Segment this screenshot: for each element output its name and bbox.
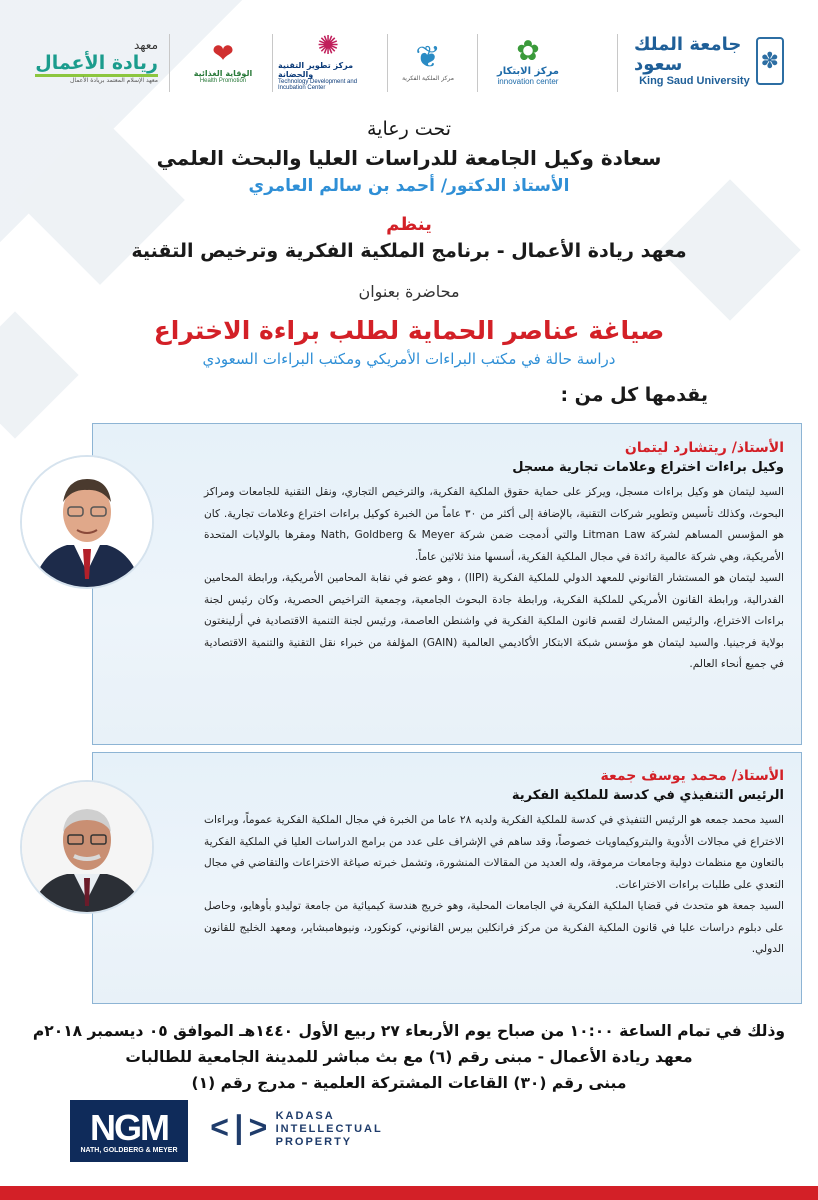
ngm-logo [70, 1100, 188, 1162]
speaker-details [204, 438, 784, 676]
lightbulb-icon: ✿ [516, 34, 540, 67]
speaker-photo [20, 780, 154, 914]
ip-center-logo [393, 22, 463, 100]
lecture-title: صياغة عناصر الحماية لطلب براءة الاختراع [153, 316, 665, 345]
speaker-details [204, 766, 784, 961]
hand-leaf-icon: ❦ [415, 40, 441, 75]
logo-divider [272, 34, 273, 92]
vice-rector-line: سعادة وكيل الجامعة للدراسات العليا والبحث العلمي [156, 146, 662, 170]
bio-paragraph: السيد ليتمان هو المستشار القانوني للمعهد الدولي للملكية الفكرية (IIPI) ، وهو عضو في نقابة المحامين الأمريكية، ورابطة المحامين الفدرالية، ورابطة القانون الأمريكي للملكية الفكرية، ورابطة جادة البحوث الجامعية، وجمعية التراخيص الحصرية، وكان رئيس لجنة براءات الاختراع، والرئيس المشارك لقسم قانون الملكية الفكرية في واشنطن العاصمة، ورئيس لجنة التنمية الاقتصادية في أرلينغتون بولاية فرجينيا. والسيد ليتمان هو مؤسس شبكة الابتكار الأكاديمي العالمية (GAIN) المؤلفة من خبراء نقل التقنية والتنمية الاقتصادية في جميع أنحاء العالم. [204, 572, 785, 670]
logo-divider [387, 34, 388, 92]
kadasa-line: KADASA [275, 1110, 335, 1122]
sponsor-name: الأستاذ الدكتور/ أحمد بن سالم العامري [248, 176, 570, 196]
prevention-label-en: Health Promotion [199, 77, 247, 84]
kadasa-line: PROPERTY [275, 1136, 353, 1148]
ip-center-label: مركز الملكية الفكرية [402, 75, 454, 82]
speaker-role: الرئيس التنفيذي في كدسة للملكية الفكرية [511, 788, 784, 803]
speaker-role: وكيل براءات اختراع وعلامات تجارية مسجل [512, 460, 784, 475]
logo-divider [477, 34, 478, 92]
prevention-label-ar: الوقاية الغذائية [193, 68, 253, 78]
ngm-logo-text: NGM [90, 1106, 168, 1148]
lecture-label: محاضرة بعنوان [358, 282, 460, 301]
ksu-name-en: King Saud University [639, 75, 750, 87]
entre-main-label: ريادة الأعمال [35, 52, 158, 77]
organizes-label: ينظم [386, 214, 432, 235]
gear-cluster-icon: ✺ [317, 31, 339, 61]
bio-paragraph: السيد محمد جمعه هو الرئيس التنفيذي في كدسة للملكية الفكرية ولديه ٢٨ عاما من الخبرة في مجال الملكية الفكرية عموماً، وبراءات الاختراع في مجالات الأدوية والبتروكيماويات خصوصاً، وقد ساهم في الإشراف على عدد من برامج الدراسات العليا في الملكية الفكرية بالتعاون مع منظمات دولية وجامعات مرموقة، وله العديد من المقالات المنشورة، وتشمل خبرته صياغة الاختراعات والتقاضي في مجال التعدي على طلبات براءات الاختراعات. [204, 814, 784, 891]
innovation-label-en: innovation center [497, 77, 559, 86]
palm-emblem-icon: ✽ [756, 37, 784, 85]
ngm-logo-subtext: NATH, GOLDBERG & MEYER [80, 1146, 178, 1154]
lecture-subtitle: دراسة حالة في مكتب البراءات الأمريكي ومكتب البراءات السعودي [202, 350, 616, 368]
bio-paragraph: السيد ليتمان هو وكيل براءات مسجل، ويركز على حماية حقوق الملكية الفكرية، والترخيص التجاري، ونقل التقنية للجامعات ومراكز البحوث، وكذلك تأسيس وتطوير شركات التقنية، بالإضافة إلى أكثر من ٣٠ عاماً من الخبرة كوكيل براءات اختراع وعلامات تجارية. كان هو المؤسس المساهم لشركة Litman Law والتي أدمجت ضمن شركة Nath, Goldberg & Meyer ومقرها بالولايات المتحدة الأمريكية، وهي شركة عالمية رائدة في مجال الملكية الفكرية، أسسها منذ ثلاثين عاماً. [204, 486, 784, 563]
bottom-accent-bar [0, 1186, 818, 1200]
tech-label-ar: مركز تطوير التقنية والحضانة [278, 61, 354, 79]
speaker-photo [20, 455, 154, 589]
entrepreneurship-logo [18, 22, 158, 100]
logo-row [0, 22, 818, 102]
tech-label-en: Technology Development and Incubation Center [278, 79, 358, 91]
entre-sub-label: معهد الإسلام المعتمد بريادة الأعمال [70, 77, 158, 84]
prevention-logo [183, 22, 263, 100]
innovation-label-ar: مركز الابتكار [497, 66, 559, 77]
kadasa-mark-icon: <|> [210, 1111, 268, 1148]
tech-incubation-logo [278, 22, 378, 100]
kadasa-logo [210, 1110, 383, 1149]
speaker-bio [204, 810, 784, 961]
logo-divider [617, 34, 618, 92]
event-time: وذلك في تمام الساعة ١٠:٠٠ من صباح يوم الأربعاء ٢٧ ربيع الأول ١٤٤٠هـ الموافق ٠٥ ديسمبر ٢٠١٨م [32, 1022, 786, 1040]
sponsorship-label: تحت رعاية [366, 118, 452, 140]
institute-line: معهد ريادة الأعمال - برنامج الملكية الفكرية وترخيص التقنية [131, 240, 687, 262]
speaker-name: الأستاذ/ محمد يوسف جمعة [600, 768, 784, 784]
ksu-logo [634, 22, 784, 100]
kadasa-line: INTELLECTUAL [275, 1123, 383, 1135]
logo-divider [169, 34, 170, 92]
speaker-name: الأستاذ/ ريتشارد ليتمان [624, 440, 784, 456]
innovation-center-logo [488, 22, 568, 100]
bio-paragraph: السيد جمعة هو متحدث في قضايا الملكية الفكرية في الجامعات المحلية، وهو خريج هندسة كيميائية من جامعة توليدو بأوهايو، وحاصل على دبلوم دراسات عليا في قانون الملكية الفكرية من مركز فرانكلين بيرس القانوني، كونكورد، ونيوهامبشاير، ومعهد الخليج للقانون الدولي. [204, 900, 784, 955]
apple-icon: ❤ [212, 38, 234, 69]
entre-top-label: معهد [133, 38, 158, 52]
ksu-name-ar: جامعة الملك سعود [634, 34, 742, 75]
speaker-bio [204, 482, 784, 676]
event-venue-secondary: مبنى رقم (٣٠) القاعات المشتركة العلمية - مدرج رقم (١) [191, 1074, 627, 1092]
event-venue: معهد ريادة الأعمال - مبنى رقم (٦) مع بث مباشر للمدينة الجامعية للطالبات [125, 1048, 693, 1066]
presented-by-label: يقدمها كل من : [560, 384, 708, 406]
